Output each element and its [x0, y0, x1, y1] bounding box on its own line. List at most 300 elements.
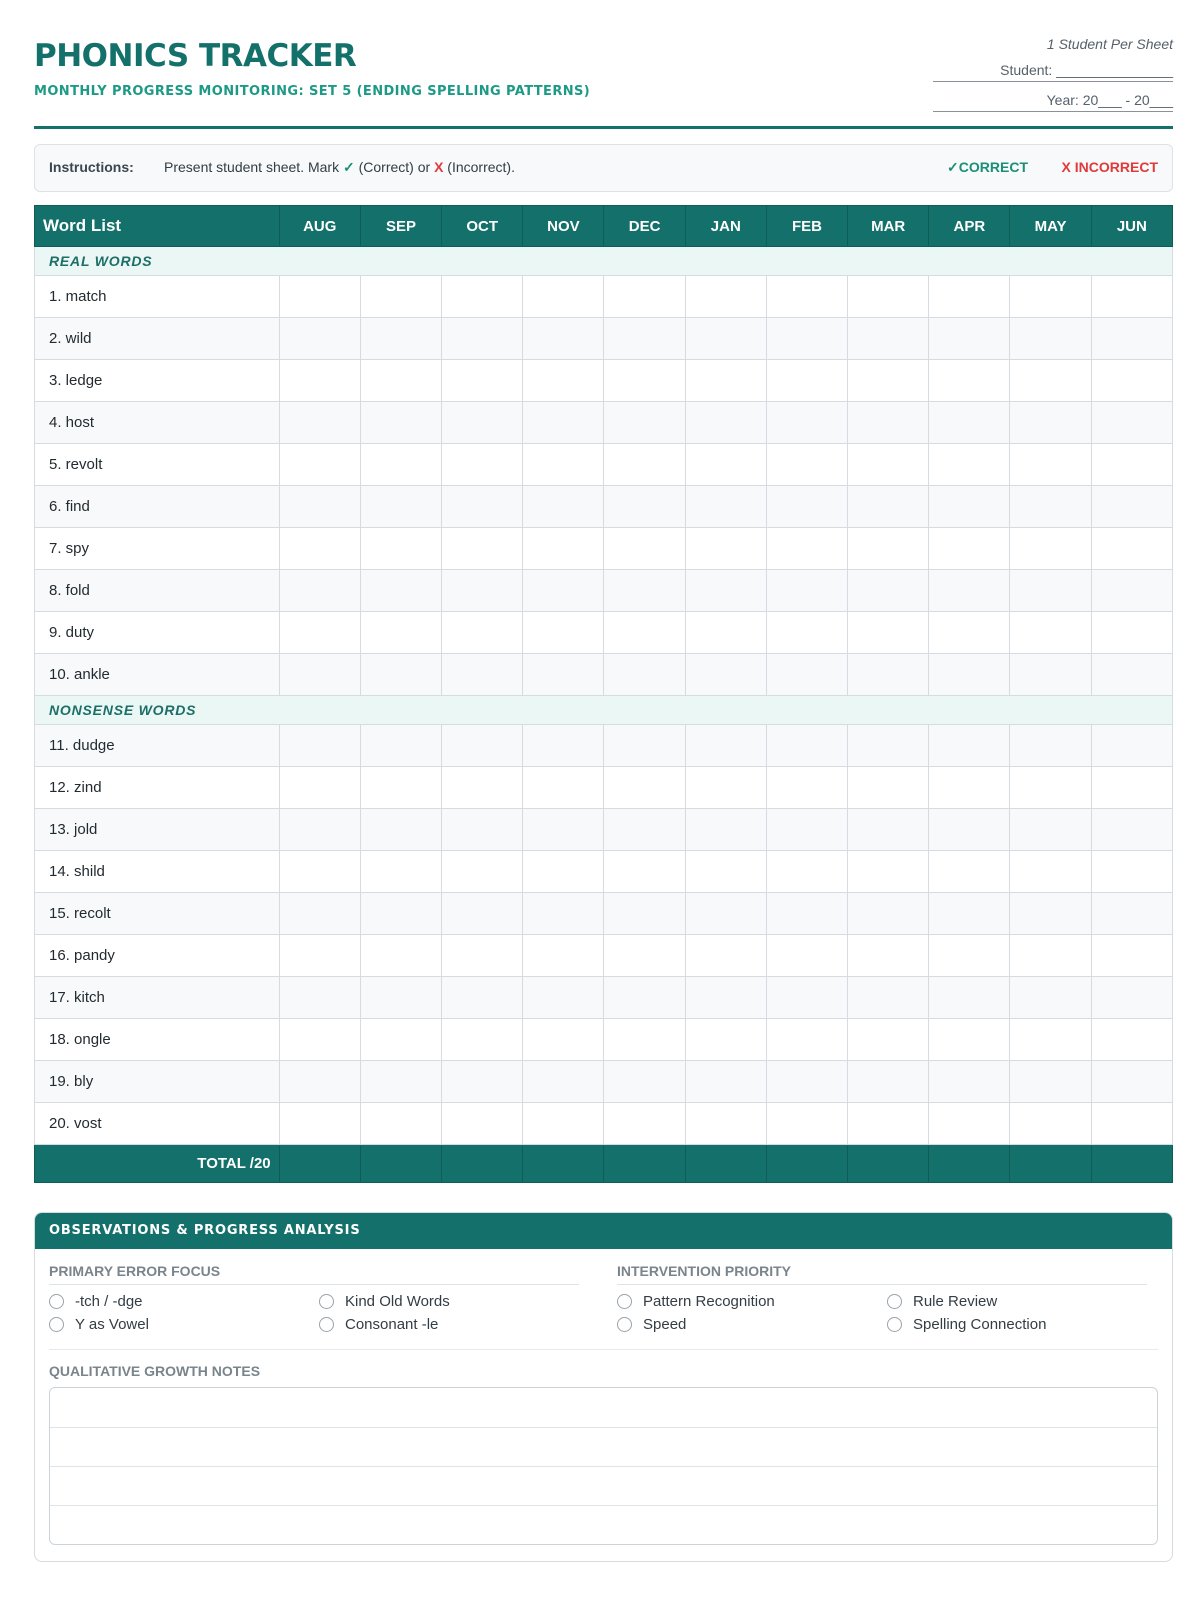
mark-cell-aug[interactable] — [279, 654, 360, 696]
mark-cell-apr[interactable] — [929, 528, 1010, 570]
table-row — [35, 654, 1173, 696]
mark-cell-apr[interactable] — [929, 977, 1010, 1019]
radio-icon[interactable] — [319, 1294, 334, 1309]
table-row — [35, 809, 1173, 851]
mark-cell-feb[interactable] — [766, 570, 847, 612]
mark-cell-sep[interactable] — [360, 851, 441, 893]
mark-cell-jan[interactable] — [685, 570, 766, 612]
mark-cell-may[interactable] — [1010, 612, 1091, 654]
mark-cell-mar[interactable] — [848, 935, 929, 977]
mark-cell-oct[interactable] — [442, 809, 523, 851]
mark-cell-jun[interactable] — [1091, 977, 1172, 1019]
mark-cell-may[interactable] — [1010, 767, 1091, 809]
mark-cell-nov[interactable] — [523, 528, 604, 570]
growth-notes-area[interactable] — [49, 1387, 1158, 1545]
section-row — [35, 247, 1173, 276]
total-cell-jun[interactable] — [1091, 1145, 1172, 1183]
intervention-option-rule-review[interactable]: Rule Review — [887, 1293, 997, 1310]
mark-cell-jun[interactable] — [1091, 276, 1172, 318]
mark-cell-jan[interactable] — [685, 1061, 766, 1103]
mark-cell-oct[interactable] — [442, 444, 523, 486]
mark-cell-nov[interactable] — [523, 851, 604, 893]
mark-cell-oct[interactable] — [442, 612, 523, 654]
mark-cell-may[interactable] — [1010, 276, 1091, 318]
mark-cell-may[interactable] — [1010, 1103, 1091, 1145]
word-cell: 1. match — [35, 276, 280, 318]
mark-cell-sep[interactable] — [360, 725, 441, 767]
mark-cell-sep[interactable] — [360, 612, 441, 654]
mark-cell-mar[interactable] — [848, 612, 929, 654]
mark-cell-nov[interactable] — [523, 654, 604, 696]
mark-cell-may[interactable] — [1010, 444, 1091, 486]
table-row — [35, 318, 1173, 360]
mark-cell-aug[interactable] — [279, 977, 360, 1019]
error-option-tch-dge[interactable]: -tch / -dge — [49, 1293, 143, 1310]
mark-cell-sep[interactable] — [360, 276, 441, 318]
mark-cell-nov[interactable] — [523, 612, 604, 654]
mark-cell-nov[interactable] — [523, 570, 604, 612]
mark-cell-apr[interactable] — [929, 612, 1010, 654]
mark-cell-oct[interactable] — [442, 528, 523, 570]
x-icon: X — [434, 159, 444, 175]
mark-cell-nov[interactable] — [523, 977, 604, 1019]
mark-cell-oct[interactable] — [442, 851, 523, 893]
intervention-option-spelling-connection[interactable]: Spelling Connection — [887, 1316, 1046, 1333]
mark-cell-sep[interactable] — [360, 1061, 441, 1103]
total-cell-oct[interactable] — [442, 1145, 523, 1183]
total-cell-may[interactable] — [1010, 1145, 1091, 1183]
mark-cell-oct[interactable] — [442, 1061, 523, 1103]
mark-cell-sep[interactable] — [360, 935, 441, 977]
mark-cell-jan[interactable] — [685, 612, 766, 654]
mark-cell-jan[interactable] — [685, 851, 766, 893]
table-row — [35, 935, 1173, 977]
mark-cell-jun[interactable] — [1091, 570, 1172, 612]
notes-line — [50, 1466, 1157, 1467]
mark-cell-may[interactable] — [1010, 402, 1091, 444]
mark-cell-apr[interactable] — [929, 654, 1010, 696]
progress-table — [34, 205, 1173, 1183]
mark-cell-sep[interactable] — [360, 767, 441, 809]
mark-cell-aug[interactable] — [279, 486, 360, 528]
notes-line — [50, 1505, 1157, 1506]
mark-cell-may[interactable] — [1010, 977, 1091, 1019]
mark-cell-nov[interactable] — [523, 893, 604, 935]
mark-cell-jan[interactable] — [685, 402, 766, 444]
mark-cell-mar[interactable] — [848, 486, 929, 528]
mark-cell-feb[interactable] — [766, 318, 847, 360]
mark-cell-dec[interactable] — [604, 276, 685, 318]
mark-cell-nov[interactable] — [523, 360, 604, 402]
mark-cell-feb[interactable] — [766, 1019, 847, 1061]
mark-cell-dec[interactable] — [604, 1019, 685, 1061]
mark-cell-dec[interactable] — [604, 486, 685, 528]
mark-cell-aug[interactable] — [279, 1103, 360, 1145]
total-cell-dec[interactable] — [604, 1145, 685, 1183]
mark-cell-nov[interactable] — [523, 767, 604, 809]
mark-cell-jan[interactable] — [685, 809, 766, 851]
mark-cell-apr[interactable] — [929, 725, 1010, 767]
mark-cell-jan[interactable] — [685, 1103, 766, 1145]
error-option-kind-old-words[interactable]: Kind Old Words — [319, 1293, 450, 1310]
mark-cell-sep[interactable] — [360, 654, 441, 696]
mark-cell-aug[interactable] — [279, 935, 360, 977]
mark-cell-nov[interactable] — [523, 809, 604, 851]
total-cell-jan[interactable] — [685, 1145, 766, 1183]
mark-cell-dec[interactable] — [604, 402, 685, 444]
mark-cell-jan[interactable] — [685, 318, 766, 360]
word-cell: 4. host — [35, 402, 280, 444]
mark-cell-may[interactable] — [1010, 935, 1091, 977]
mark-cell-dec[interactable] — [604, 725, 685, 767]
word-cell: 14. shild — [35, 851, 280, 893]
mark-cell-feb[interactable] — [766, 612, 847, 654]
mark-cell-mar[interactable] — [848, 1061, 929, 1103]
table-row — [35, 612, 1173, 654]
mark-cell-nov[interactable] — [523, 402, 604, 444]
mark-cell-may[interactable] — [1010, 1019, 1091, 1061]
mark-cell-nov[interactable] — [523, 276, 604, 318]
student-name-field[interactable]: Student: _______________ — [933, 60, 1173, 82]
mark-cell-apr[interactable] — [929, 935, 1010, 977]
radio-icon[interactable] — [49, 1317, 64, 1332]
mark-cell-mar[interactable] — [848, 851, 929, 893]
error-focus-heading: PRIMARY ERROR FOCUS — [49, 1263, 579, 1285]
mark-cell-sep[interactable] — [360, 360, 441, 402]
mark-cell-jun[interactable] — [1091, 444, 1172, 486]
mark-cell-jun[interactable] — [1091, 402, 1172, 444]
mark-cell-dec[interactable] — [604, 767, 685, 809]
mark-cell-dec[interactable] — [604, 612, 685, 654]
mark-cell-jan[interactable] — [685, 977, 766, 1019]
mark-cell-jan[interactable] — [685, 528, 766, 570]
mark-cell-apr[interactable] — [929, 360, 1010, 402]
word-cell: 7. spy — [35, 528, 280, 570]
mark-cell-jan[interactable] — [685, 893, 766, 935]
table-row — [35, 1019, 1173, 1061]
mark-cell-apr[interactable] — [929, 893, 1010, 935]
mark-cell-feb[interactable] — [766, 360, 847, 402]
mark-cell-feb[interactable] — [766, 486, 847, 528]
section-row — [35, 696, 1173, 725]
mark-cell-jun[interactable] — [1091, 654, 1172, 696]
mark-cell-nov[interactable] — [523, 486, 604, 528]
mark-cell-nov[interactable] — [523, 1019, 604, 1061]
total-cell-mar[interactable] — [848, 1145, 929, 1183]
table-row — [35, 725, 1173, 767]
mark-cell-oct[interactable] — [442, 318, 523, 360]
mark-cell-mar[interactable] — [848, 725, 929, 767]
mark-cell-feb[interactable] — [766, 402, 847, 444]
mark-cell-mar[interactable] — [848, 276, 929, 318]
mark-cell-jan[interactable] — [685, 725, 766, 767]
mark-cell-oct[interactable] — [442, 725, 523, 767]
mark-cell-aug[interactable] — [279, 1061, 360, 1103]
mark-cell-sep[interactable] — [360, 444, 441, 486]
mark-cell-feb[interactable] — [766, 444, 847, 486]
intervention-option-pattern-recognition[interactable]: Pattern Recognition — [617, 1293, 775, 1310]
mark-cell-dec[interactable] — [604, 935, 685, 977]
mark-cell-dec[interactable] — [604, 851, 685, 893]
student-meta — [933, 36, 1173, 120]
header-divider — [34, 126, 1173, 129]
mark-cell-jun[interactable] — [1091, 1103, 1172, 1145]
mark-cell-sep[interactable] — [360, 570, 441, 612]
mark-cell-aug[interactable] — [279, 570, 360, 612]
word-cell: 12. zind — [35, 767, 280, 809]
mark-cell-dec[interactable] — [604, 570, 685, 612]
mark-cell-nov[interactable] — [523, 935, 604, 977]
mark-cell-apr[interactable] — [929, 570, 1010, 612]
mark-cell-nov[interactable] — [523, 1103, 604, 1145]
month-header-jan: JAN — [685, 206, 766, 247]
mark-cell-oct[interactable] — [442, 360, 523, 402]
mark-cell-aug[interactable] — [279, 767, 360, 809]
month-header-oct: OCT — [442, 206, 523, 247]
mark-cell-feb[interactable] — [766, 809, 847, 851]
mark-cell-may[interactable] — [1010, 486, 1091, 528]
mark-cell-jun[interactable] — [1091, 318, 1172, 360]
mark-cell-oct[interactable] — [442, 276, 523, 318]
mark-cell-jun[interactable] — [1091, 528, 1172, 570]
mark-cell-mar[interactable] — [848, 1019, 929, 1061]
check-icon: ✓ — [342, 159, 355, 175]
mark-cell-sep[interactable] — [360, 1019, 441, 1061]
mark-cell-jan[interactable] — [685, 276, 766, 318]
mark-cell-dec[interactable] — [604, 1103, 685, 1145]
mark-cell-may[interactable] — [1010, 851, 1091, 893]
mark-cell-dec[interactable] — [604, 977, 685, 1019]
mark-cell-nov[interactable] — [523, 725, 604, 767]
mark-cell-apr[interactable] — [929, 1103, 1010, 1145]
mark-cell-jun[interactable] — [1091, 1019, 1172, 1061]
mark-cell-may[interactable] — [1010, 893, 1091, 935]
mark-cell-feb[interactable] — [766, 935, 847, 977]
mark-cell-sep[interactable] — [360, 893, 441, 935]
radio-icon[interactable] — [617, 1317, 632, 1332]
mark-cell-apr[interactable] — [929, 1019, 1010, 1061]
mark-cell-aug[interactable] — [279, 612, 360, 654]
mark-cell-oct[interactable] — [442, 893, 523, 935]
instructions-text-before: Present student sheet. Mark — [164, 159, 340, 175]
mark-cell-sep[interactable] — [360, 402, 441, 444]
mark-cell-oct[interactable] — [442, 767, 523, 809]
mark-cell-dec[interactable] — [604, 318, 685, 360]
mark-cell-oct[interactable] — [442, 1103, 523, 1145]
intervention-option-speed[interactable]: Speed — [617, 1316, 686, 1333]
total-cell-sep[interactable] — [360, 1145, 441, 1183]
word-cell: 20. vost — [35, 1103, 280, 1145]
year-field[interactable]: Year: 20___ - 20___ — [933, 90, 1173, 112]
mark-cell-sep[interactable] — [360, 318, 441, 360]
mark-cell-jun[interactable] — [1091, 851, 1172, 893]
mark-cell-oct[interactable] — [442, 402, 523, 444]
mark-cell-may[interactable] — [1010, 318, 1091, 360]
mark-cell-aug[interactable] — [279, 360, 360, 402]
instructions-text-after: (Incorrect). — [447, 159, 515, 175]
mark-cell-mar[interactable] — [848, 767, 929, 809]
mark-cell-mar[interactable] — [848, 444, 929, 486]
mark-cell-jan[interactable] — [685, 935, 766, 977]
mark-cell-jan[interactable] — [685, 654, 766, 696]
mark-cell-nov[interactable] — [523, 318, 604, 360]
mark-cell-sep[interactable] — [360, 1103, 441, 1145]
mark-cell-dec[interactable] — [604, 528, 685, 570]
mark-cell-apr[interactable] — [929, 1061, 1010, 1103]
mark-cell-feb[interactable] — [766, 654, 847, 696]
mark-cell-feb[interactable] — [766, 1061, 847, 1103]
mark-cell-may[interactable] — [1010, 360, 1091, 402]
word-cell: 5. revolt — [35, 444, 280, 486]
total-label: TOTAL /20 — [35, 1145, 280, 1183]
table-row — [35, 851, 1173, 893]
tracker-page — [34, 0, 1173, 1379]
month-header-feb: FEB — [766, 206, 847, 247]
mark-cell-oct[interactable] — [442, 654, 523, 696]
mark-cell-aug[interactable] — [279, 528, 360, 570]
mark-cell-apr[interactable] — [929, 809, 1010, 851]
mark-cell-dec[interactable] — [604, 1061, 685, 1103]
mark-cell-dec[interactable] — [604, 809, 685, 851]
legend-incorrect: X INCORRECT — [1061, 159, 1158, 175]
mark-cell-apr[interactable] — [929, 767, 1010, 809]
mark-cell-aug[interactable] — [279, 893, 360, 935]
mark-cell-sep[interactable] — [360, 486, 441, 528]
word-cell: 3. ledge — [35, 360, 280, 402]
mark-cell-mar[interactable] — [848, 893, 929, 935]
mark-cell-oct[interactable] — [442, 486, 523, 528]
word-cell: 17. kitch — [35, 977, 280, 1019]
mark-cell-apr[interactable] — [929, 851, 1010, 893]
sheet-note: 1 Student Per Sheet — [1046, 36, 1173, 52]
mark-cell-feb[interactable] — [766, 725, 847, 767]
mark-cell-jun[interactable] — [1091, 725, 1172, 767]
mark-cell-mar[interactable] — [848, 360, 929, 402]
radio-icon[interactable] — [887, 1317, 902, 1332]
mark-cell-mar[interactable] — [848, 528, 929, 570]
mark-cell-feb[interactable] — [766, 893, 847, 935]
mark-cell-jun[interactable] — [1091, 360, 1172, 402]
table-row — [35, 570, 1173, 612]
mark-cell-oct[interactable] — [442, 935, 523, 977]
mark-cell-apr[interactable] — [929, 318, 1010, 360]
month-header-mar: MAR — [848, 206, 929, 247]
error-option-y-as-vowel[interactable]: Y as Vowel — [49, 1316, 149, 1333]
mark-cell-may[interactable] — [1010, 725, 1091, 767]
section-title: REAL WORDS — [35, 247, 1173, 276]
mark-cell-aug[interactable] — [279, 1019, 360, 1061]
instructions-text-middle: (Correct) or — [358, 159, 431, 175]
month-header-may: MAY — [1010, 206, 1091, 247]
mark-cell-mar[interactable] — [848, 318, 929, 360]
mark-cell-aug[interactable] — [279, 851, 360, 893]
mark-cell-mar[interactable] — [848, 654, 929, 696]
mark-cell-may[interactable] — [1010, 570, 1091, 612]
radio-icon[interactable] — [617, 1294, 632, 1309]
mark-cell-sep[interactable] — [360, 977, 441, 1019]
mark-cell-aug[interactable] — [279, 444, 360, 486]
mark-cell-mar[interactable] — [848, 1103, 929, 1145]
mark-cell-oct[interactable] — [442, 1019, 523, 1061]
mark-cell-may[interactable] — [1010, 528, 1091, 570]
mark-cell-dec[interactable] — [604, 654, 685, 696]
mark-cell-dec[interactable] — [604, 893, 685, 935]
mark-cell-nov[interactable] — [523, 1061, 604, 1103]
mark-cell-sep[interactable] — [360, 809, 441, 851]
mark-cell-aug[interactable] — [279, 318, 360, 360]
mark-cell-apr[interactable] — [929, 402, 1010, 444]
mark-cell-jan[interactable] — [685, 444, 766, 486]
mark-cell-aug[interactable] — [279, 276, 360, 318]
mark-cell-mar[interactable] — [848, 402, 929, 444]
mark-cell-jun[interactable] — [1091, 486, 1172, 528]
mark-cell-aug[interactable] — [279, 402, 360, 444]
mark-cell-jun[interactable] — [1091, 767, 1172, 809]
mark-cell-apr[interactable] — [929, 276, 1010, 318]
table-row — [35, 444, 1173, 486]
table-row — [35, 893, 1173, 935]
mark-cell-feb[interactable] — [766, 1103, 847, 1145]
mark-cell-feb[interactable] — [766, 767, 847, 809]
mark-cell-jan[interactable] — [685, 486, 766, 528]
radio-icon[interactable] — [49, 1294, 64, 1309]
mark-cell-oct[interactable] — [442, 977, 523, 1019]
mark-cell-feb[interactable] — [766, 528, 847, 570]
total-cell-feb[interactable] — [766, 1145, 847, 1183]
mark-cell-aug[interactable] — [279, 725, 360, 767]
mark-cell-feb[interactable] — [766, 276, 847, 318]
mark-cell-sep[interactable] — [360, 528, 441, 570]
mark-cell-jun[interactable] — [1091, 935, 1172, 977]
mark-cell-may[interactable] — [1010, 654, 1091, 696]
total-cell-nov[interactable] — [523, 1145, 604, 1183]
total-cell-aug[interactable] — [279, 1145, 360, 1183]
mark-cell-dec[interactable] — [604, 360, 685, 402]
radio-icon[interactable] — [319, 1317, 334, 1332]
mark-cell-jan[interactable] — [685, 360, 766, 402]
mark-cell-mar[interactable] — [848, 570, 929, 612]
word-list-header: Word List — [35, 206, 280, 247]
mark-cell-jan[interactable] — [685, 767, 766, 809]
month-header-sep: SEP — [360, 206, 441, 247]
observations-title: OBSERVATIONS & PROGRESS ANALYSIS — [35, 1213, 1172, 1249]
table-row — [35, 767, 1173, 809]
mark-cell-jun[interactable] — [1091, 1061, 1172, 1103]
mark-cell-jun[interactable] — [1091, 612, 1172, 654]
mark-cell-apr[interactable] — [929, 444, 1010, 486]
word-cell: 8. fold — [35, 570, 280, 612]
total-cell-apr[interactable] — [929, 1145, 1010, 1183]
mark-cell-mar[interactable] — [848, 809, 929, 851]
page-subtitle: MONTHLY PROGRESS MONITORING: SET 5 (ENDING SPELLING PATTERNS) — [34, 84, 591, 99]
mark-cell-may[interactable] — [1010, 809, 1091, 851]
mark-cell-oct[interactable] — [442, 570, 523, 612]
mark-cell-may[interactable] — [1010, 1061, 1091, 1103]
mark-cell-jan[interactable] — [685, 1019, 766, 1061]
mark-cell-feb[interactable] — [766, 977, 847, 1019]
mark-cell-aug[interactable] — [279, 809, 360, 851]
radio-icon[interactable] — [887, 1294, 902, 1309]
mark-cell-jun[interactable] — [1091, 893, 1172, 935]
mark-cell-dec[interactable] — [604, 444, 685, 486]
mark-cell-nov[interactable] — [523, 444, 604, 486]
mark-cell-apr[interactable] — [929, 486, 1010, 528]
word-cell: 9. duty — [35, 612, 280, 654]
mark-cell-feb[interactable] — [766, 851, 847, 893]
mark-cell-jun[interactable] — [1091, 809, 1172, 851]
error-option-consonant-le[interactable]: Consonant -le — [319, 1316, 438, 1333]
mark-cell-mar[interactable] — [848, 977, 929, 1019]
